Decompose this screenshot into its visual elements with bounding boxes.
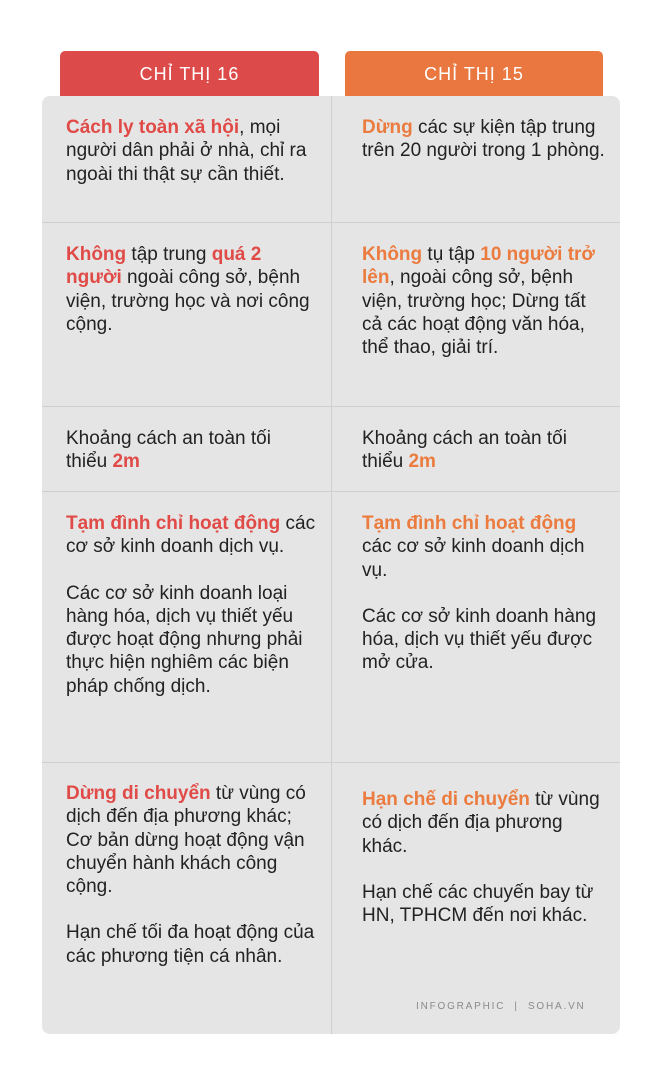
text: Khoảng cách an toàn tối thiểu: [362, 428, 567, 473]
row-1-left: [66, 116, 316, 186]
highlight: Hạn chế di chuyển: [362, 789, 530, 810]
column-divider: [331, 96, 332, 1034]
row-divider: [42, 222, 620, 223]
highlight: 2m: [408, 451, 436, 473]
highlight: Không: [66, 244, 127, 265]
text: từ vùng có dịch đến địa phương khác.: [362, 789, 600, 857]
row-1-right: [362, 116, 607, 163]
text: , ngoài công sở, bệnh viện, trường học; Dừng tất cả các hoạt động văn hóa, thể thao, giải trí.: [362, 267, 586, 359]
text: Các cơ sở kinh doanh loại hàng hóa, dịch vụ thiết yếu được hoạt động nhưng phải thực hiện nghiêm các biện pháp chống dịch.: [66, 582, 303, 697]
text: từ vùng có dịch đến địa phương khác; Cơ bản dừng hoạt động vận chuyển hành khách công cộng.: [66, 783, 306, 898]
header-chi-thi-15: CHỈ THỊ 15: [345, 51, 603, 98]
highlight: Tạm đình chỉ hoạt động: [362, 513, 577, 534]
highlight: Tạm đình chỉ hoạt động: [66, 513, 281, 534]
row-3-right: [362, 427, 607, 474]
highlight: 10 người trở lên: [362, 244, 595, 289]
text: Các cơ sở kinh doanh hàng hóa, dịch vụ thiết yếu được mở cửa.: [362, 605, 597, 674]
text: ngoài công sở, bệnh viện, trường học và nơi công cộng.: [66, 267, 310, 335]
text: tập trung: [126, 244, 212, 265]
row-divider: [42, 491, 620, 492]
highlight: Cách ly toàn xã hội: [66, 117, 240, 138]
highlight: 2m: [112, 451, 140, 473]
row-2-right: [362, 243, 607, 359]
row-2-left: [66, 243, 316, 336]
highlight: quá 2 người: [66, 244, 262, 289]
row-divider: [42, 762, 620, 763]
text: các cơ sở kinh doanh dịch vụ.: [362, 536, 585, 581]
footer-credit: INFOGRAPHIC | SOHA.VN: [416, 1001, 586, 1012]
header-chi-thi-16: CHỈ THỊ 16: [60, 51, 319, 98]
text: , mọi người dân phải ở nhà, chỉ ra ngoài thi thật sự cần thiết.: [66, 117, 307, 185]
highlight: Dừng di chuyển: [66, 783, 211, 804]
text: Hạn chế các chuyến bay từ HN, TPHCM đến nơi khác.: [362, 881, 594, 927]
row-3-left: [66, 427, 316, 474]
highlight: Dừng: [362, 117, 413, 138]
row-5-right: [362, 788, 607, 927]
row-4-left: [66, 512, 316, 698]
highlight: Không: [362, 244, 423, 265]
row-5-left: [66, 782, 316, 968]
row-4-right: [362, 512, 607, 675]
text: Khoảng cách an toàn tối thiểu: [66, 428, 271, 473]
text: các sự kiện tập trung trên 20 người trong 1 phòng.: [362, 117, 605, 162]
text: tụ tập: [422, 244, 481, 265]
text: Hạn chế tối đa hoạt động của các phương tiện cá nhân.: [66, 922, 315, 967]
row-divider: [42, 406, 620, 407]
text: các cơ sở kinh doanh dịch vụ.: [66, 513, 316, 558]
